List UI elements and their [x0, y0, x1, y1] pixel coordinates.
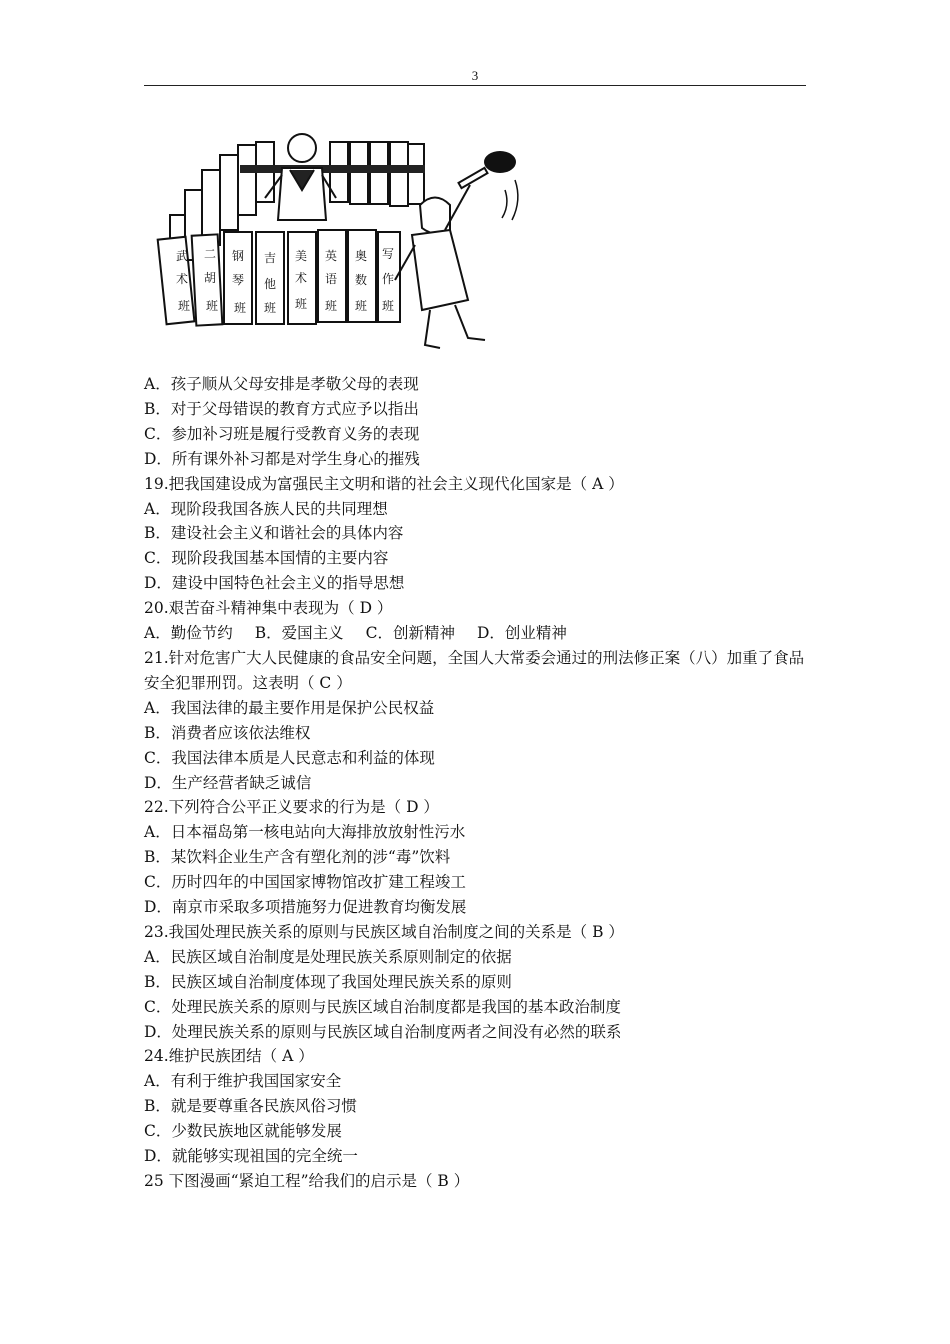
header-rule [144, 85, 806, 86]
page-number: 3 [471, 68, 479, 83]
svg-text:班: 班 [382, 299, 395, 313]
q20-stem: 20.艰苦奋斗精神集中表现为（ D ） [144, 599, 393, 618]
q21-option-c: C．我国法律本质是人民意志和利益的体现 [144, 748, 435, 767]
svg-text:琴: 琴 [232, 273, 245, 287]
svg-text:奥: 奥 [355, 249, 368, 263]
q22-option-b: B．某饮料企业生产含有塑化剂的涉“毒”饮料 [144, 848, 451, 867]
svg-text:术: 术 [295, 271, 308, 285]
q19-option-b: B．建设社会主义和谐社会的具体内容 [144, 524, 404, 543]
label-piano [232, 249, 246, 315]
q20-option-d: D．创业精神 [476, 624, 567, 643]
label-english [325, 249, 337, 313]
svg-text:美: 美 [295, 249, 308, 263]
q24-option-d: D．就能够实现祖国的完全统一 [144, 1147, 358, 1166]
q23-option-b: B．民族区域自治制度体现了我国处理民族关系的原则 [144, 972, 512, 991]
q18-option-c: C．参加补习班是履行受教育义务的表现 [144, 424, 420, 443]
label-wushu [176, 248, 190, 313]
svg-text:写: 写 [382, 247, 395, 261]
q25-stem: 25 下图漫画“紧迫工程”给我们的启示是（ B ） [144, 1172, 470, 1190]
svg-text:吉: 吉 [264, 251, 277, 265]
svg-text:胡: 胡 [204, 271, 217, 285]
q18-option-b: B．对于父母错误的教育方式应予以指出 [144, 399, 419, 418]
svg-text:术: 术 [176, 272, 189, 286]
q19-option-d: D．建设中国特色社会主义的指导思想 [144, 574, 405, 593]
q21-stem: 21.针对危害广大人民健康的食品安全问题，全国人大常委会通过的刑法修正案（八）加重了食品安全犯罪刑罚。这表明（ C ） [144, 648, 805, 692]
label-guitar [264, 250, 276, 315]
q21-option-b: B．消费者应该依法维权 [144, 723, 311, 742]
q18-option-a: A．孩子顺从父母安排是孝敬父母的表现 [144, 375, 419, 393]
q22-option-d: D．南京市采取多项措施努力促进教育均衡发展 [144, 898, 467, 917]
q23-stem: 23.我国处理民族关系的原则与民族区域自治制度之间的关系是（ B ） [144, 922, 624, 941]
motion-lines [502, 180, 518, 220]
cartoon-illustration [150, 120, 530, 360]
q24-option-c: C．少数民族地区就能够发展 [144, 1122, 342, 1141]
q23-option-a: A．民族区域自治制度是处理民族关系原则制定的依据 [144, 947, 512, 966]
q21-option-a: A．我国法律的最主要作用是保护公民权益 [144, 698, 435, 717]
svg-text:班: 班 [206, 299, 219, 313]
q24-stem: 24.维护民族团结（ A ） [144, 1047, 314, 1066]
svg-text:他: 他 [264, 277, 277, 291]
question-list [144, 372, 810, 1194]
svg-text:班: 班 [355, 299, 368, 313]
label-writing [382, 247, 394, 313]
label-art [295, 249, 307, 311]
q22-stem: 22.下列符合公平正义要求的行为是（ D ） [144, 798, 439, 817]
svg-text:班: 班 [264, 301, 277, 315]
adult-figure [395, 185, 485, 348]
book-labels [176, 247, 394, 315]
q19-stem: 19.把我国建设成为富强民主文明和谐的社会主义现代化国家是（ A ） [144, 474, 624, 493]
q22-option-a: A．日本福岛第一核电站向大海排放放射性污水 [144, 823, 466, 842]
child-figure [265, 134, 336, 220]
q20-option-c: C．创新精神 [365, 624, 455, 643]
svg-text:语: 语 [325, 272, 338, 286]
q20-options [144, 621, 810, 646]
q23-option-c: C．处理民族关系的原则与民族区域自治制度都是我国的基本政治制度 [144, 997, 621, 1016]
q24-option-a: A．有利于维护我国国家安全 [144, 1072, 342, 1091]
svg-text:班: 班 [234, 301, 247, 315]
svg-text:二: 二 [204, 247, 217, 261]
q18-option-d: D．所有课外补习都是对学生身心的摧残 [144, 449, 420, 468]
label-erhu [204, 247, 218, 313]
hammer-icon [459, 151, 516, 188]
q19-option-a: A．现阶段我国各族人民的共同理想 [144, 499, 388, 518]
wall-bar [240, 165, 425, 173]
svg-text:英: 英 [325, 249, 338, 263]
svg-text:钢: 钢 [232, 249, 245, 263]
svg-text:班: 班 [325, 299, 338, 313]
q20-option-b: B．爱国主义 [254, 624, 344, 643]
q22-option-c: C．历时四年的中国国家博物馆改扩建工程竣工 [144, 873, 466, 892]
svg-text:数: 数 [355, 273, 368, 287]
svg-text:作: 作 [382, 272, 395, 286]
q20-option-a: A．勤俭节约 [144, 624, 233, 643]
q19-option-c: C．现阶段我国基本国情的主要内容 [144, 549, 389, 568]
q21-option-d: D．生产经营者缺乏诚信 [144, 773, 312, 792]
q23-option-d: D．处理民族关系的原则与民族区域自治制度两者之间没有必然的联系 [144, 1022, 622, 1041]
svg-text:班: 班 [295, 297, 308, 311]
svg-text:武: 武 [176, 249, 189, 263]
svg-text:班: 班 [178, 299, 191, 313]
q24-option-b: B．就是要尊重各民族风俗习惯 [144, 1097, 357, 1116]
label-math [355, 248, 367, 313]
